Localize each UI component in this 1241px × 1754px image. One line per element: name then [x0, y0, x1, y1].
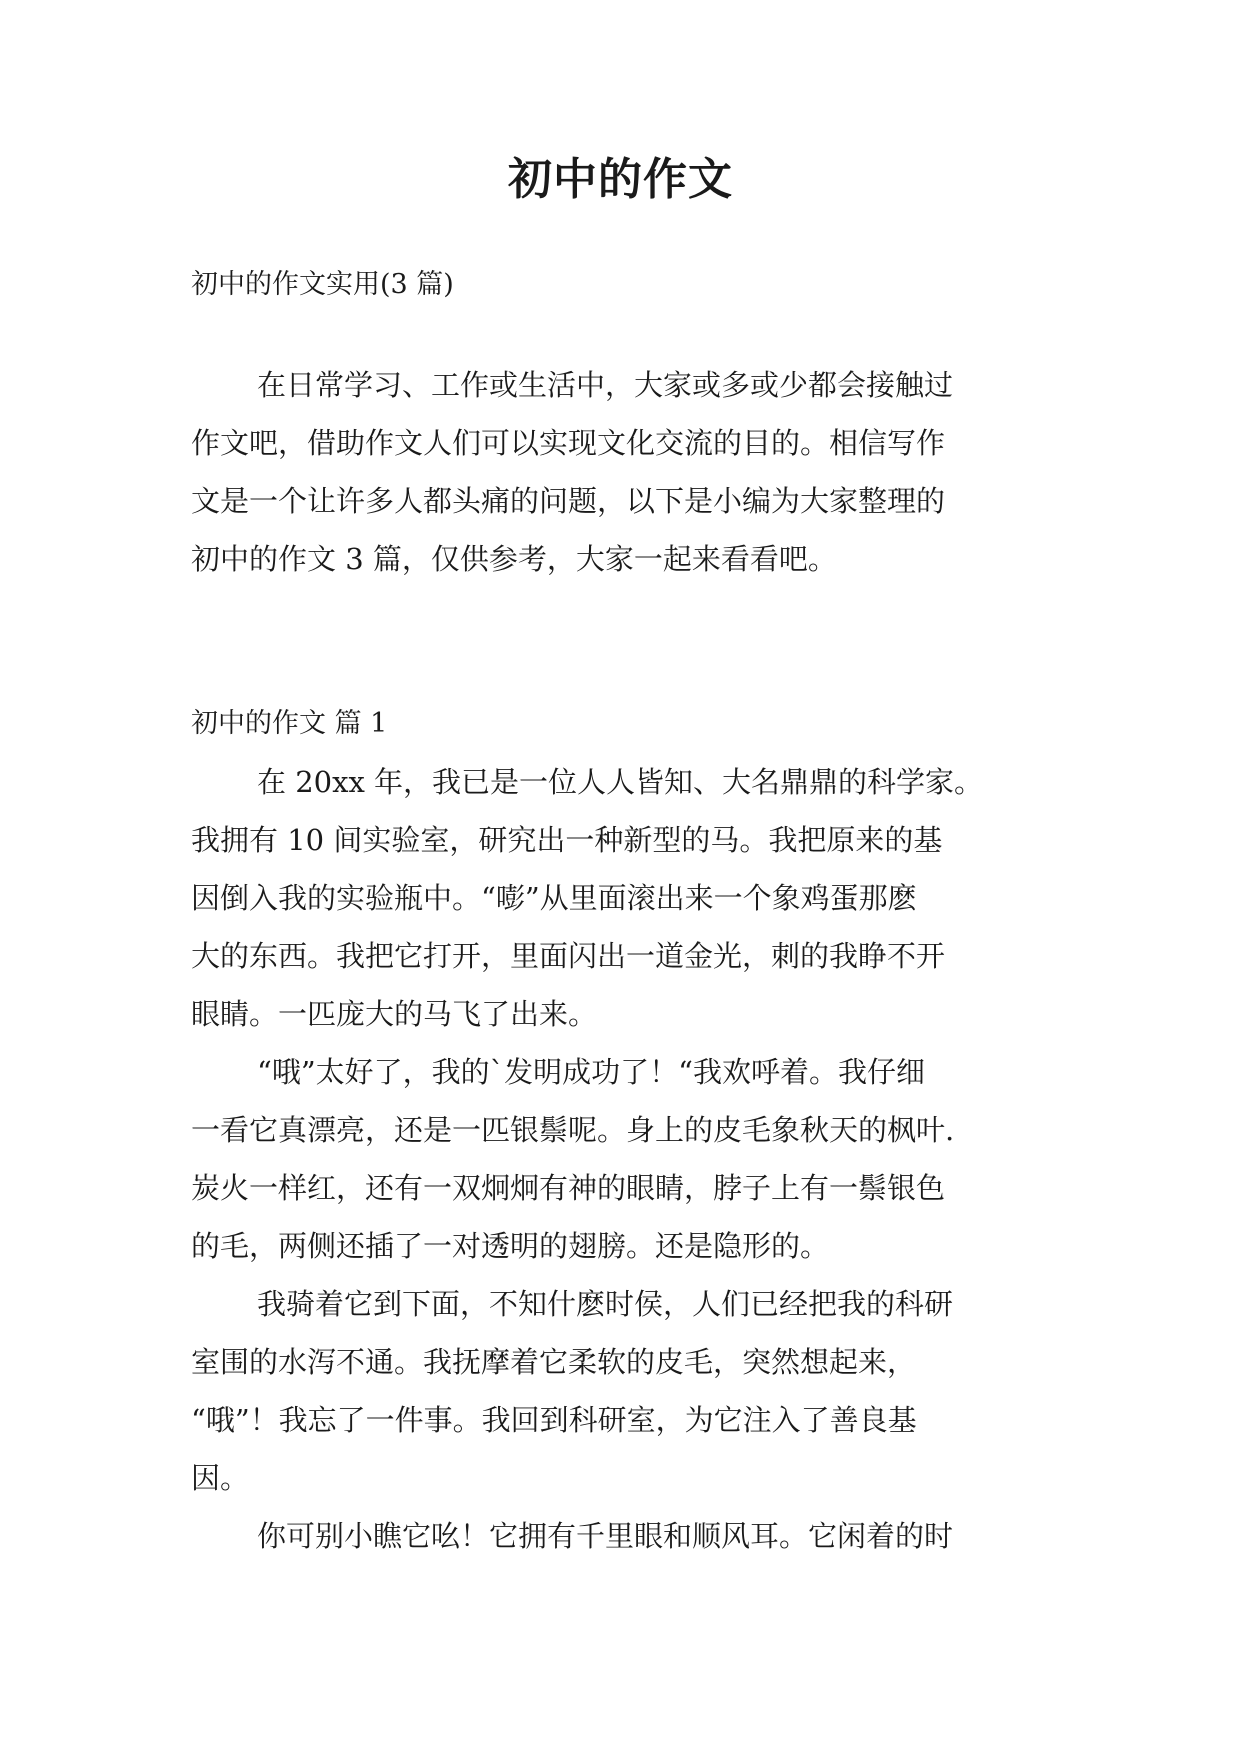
body-line: “哦”！我忘了一件事。我回到科研室，为它注入了善良基: [191, 1403, 917, 1437]
body-line: 你可别小瞧它吆！它拥有千里眼和顺风耳。它闲着的时: [257, 1519, 954, 1553]
intro-line: 作文吧，借助作文人们可以实现文化交流的目的。相信写作: [191, 426, 946, 460]
body-line: 因倒入我的实验瓶中。“嘭”从里面滚出来一个象鸡蛋那麽: [191, 881, 917, 915]
document-subtitle: 初中的作文实用(3 篇): [191, 269, 454, 300]
intro-paragraph: [191, 356, 1071, 588]
body-line: 一看它真漂亮，还是一匹银鬃呢。身上的皮毛象秋天的枫叶.: [191, 1113, 955, 1147]
body-line: “哦”太好了，我的`发明成功了！“我欢呼着。我仔细: [257, 1055, 925, 1089]
body-line: 我骑着它到下面，不知什麽时侯，人们已经把我的科研: [257, 1287, 954, 1321]
section-heading: 初中的作文 篇 1: [191, 708, 388, 739]
intro-line: 在日常学习、工作或生活中，大家或多或少都会接触过: [257, 368, 954, 402]
body-line: 我拥有 10 间实验室，研究出一种新型的马。我把原来的基: [191, 823, 943, 857]
body-line: 的毛，两侧还插了一对透明的翅膀。还是隐形的。: [191, 1229, 830, 1263]
body-line: 眼睛。一匹庞大的马飞了出来。: [191, 997, 598, 1031]
body-line: 在 20xx 年，我已是一位人人皆知、大名鼎鼎的科学家。: [257, 765, 984, 799]
intro-line: 文是一个让许多人都头痛的问题，以下是小编为大家整理的: [191, 484, 946, 518]
intro-line: 初中的作文 3 篇，仅供参考，大家一起来看看吧。: [191, 542, 837, 576]
body-line: 炭火一样红，还有一双炯炯有神的眼睛，脖子上有一鬃银色: [191, 1171, 946, 1205]
body-line: 大的东西。我把它打开，里面闪出一道金光，刺的我睁不开: [191, 939, 946, 973]
document-title: 初中的作文: [508, 154, 733, 205]
essay-body: [191, 753, 1071, 1565]
body-line: 室围的水泻不通。我抚摩着它柔软的皮毛，突然想起来，: [191, 1345, 917, 1379]
body-line: 因。: [191, 1461, 250, 1495]
